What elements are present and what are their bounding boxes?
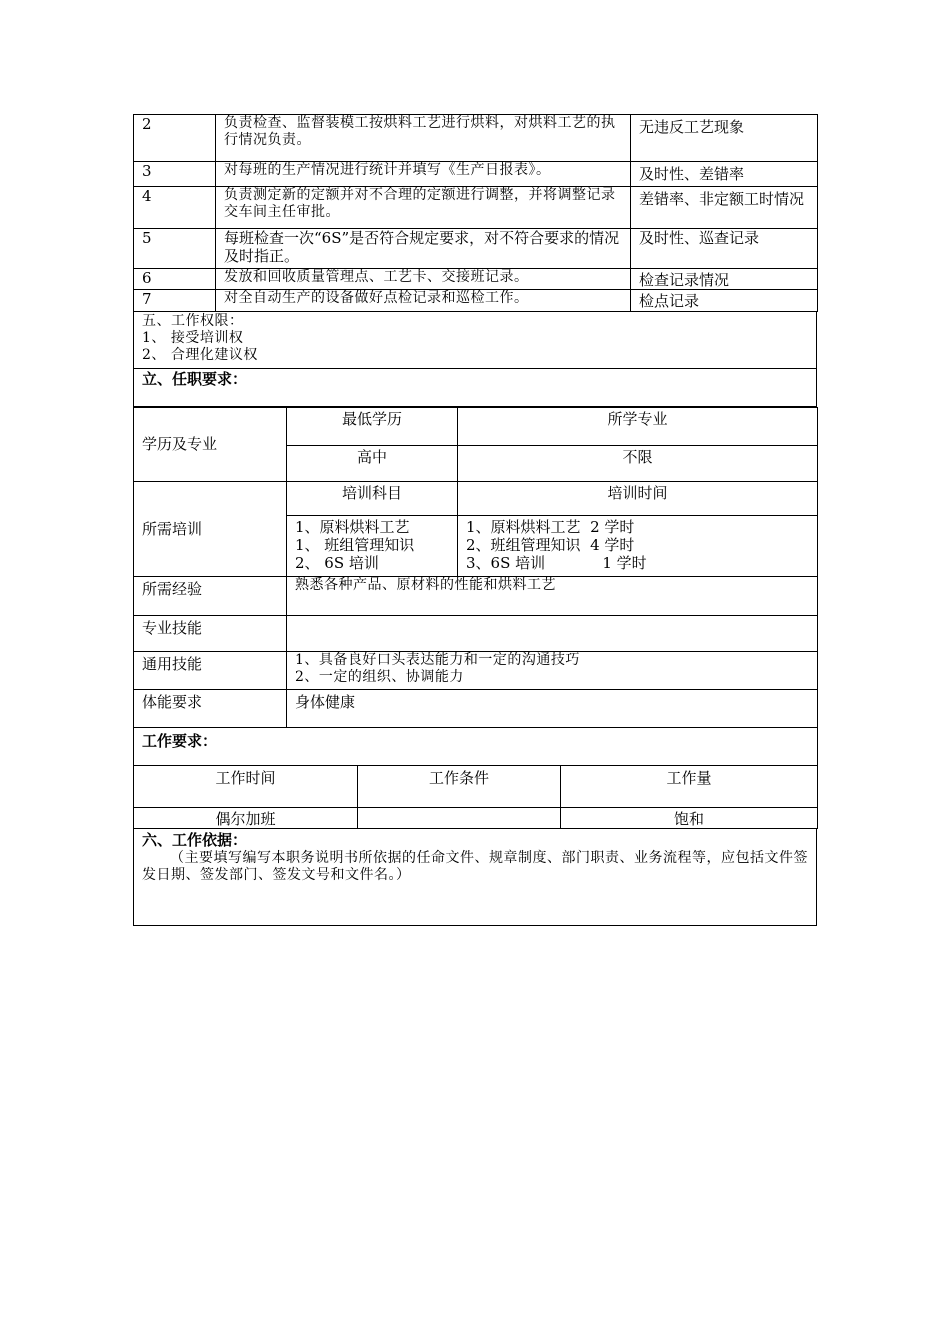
authority-table: [133, 312, 817, 407]
work-requirement-table: [133, 766, 818, 830]
list-item: 2、 6S 培训: [295, 553, 379, 572]
physical-value: 身体健康: [287, 689, 818, 727]
duty-content: 每班检查一次“6S”是否符合规定要求，对不符合要求的情况及时指正。: [216, 229, 631, 269]
authority-title: 五、工作权限：: [142, 313, 244, 329]
education-header-min: 最低学历: [287, 407, 458, 445]
physical-label: 体能要求: [134, 689, 287, 727]
table-row: [134, 162, 818, 187]
duty-number: 4: [134, 187, 216, 229]
duty-number: 3: [134, 162, 216, 187]
basis-text: （主要填写编写本职务说明书所依据的任命文件、规章制度、部门职责、业务流程等，应包括文件签发日期、签发部门、签发文号和文件名。）: [142, 850, 808, 883]
work-condition-value: [358, 808, 561, 829]
duty-standard: 差错率、非定额工时情况: [631, 187, 818, 229]
duty-standard: 及时性、差错率: [631, 162, 818, 187]
training-subjects: [287, 515, 458, 576]
duty-standard: 检点记录: [631, 290, 818, 312]
skill-label: 专业技能: [134, 615, 287, 651]
duty-content: 对全自动生产的设备做好点检记录和巡检工作。: [216, 290, 631, 312]
authority-section: [134, 312, 817, 368]
list-item: 1、原料烘料工艺 2 学时: [466, 517, 635, 536]
education-label: 学历及专业: [134, 407, 287, 481]
work-time-header: 工作时间: [134, 766, 358, 808]
experience-label: 所需经验: [134, 576, 287, 615]
workload-header: 工作量: [561, 766, 818, 808]
qualification-table: [133, 407, 818, 766]
work-condition-header: 工作条件: [358, 766, 561, 808]
duty-standard: 无违反工艺现象: [631, 115, 818, 162]
general-skill-label: 通用技能: [134, 651, 287, 689]
education-major-value: 不限: [458, 445, 818, 481]
training-header-subject: 培训科目: [287, 481, 458, 515]
duty-number: 2: [134, 115, 216, 162]
qualification-title: 立、任职要求：: [134, 368, 817, 406]
education-header-major: 所学专业: [458, 407, 818, 445]
job-description-form: [133, 114, 817, 926]
list-item: 1、原料烘料工艺: [295, 517, 410, 536]
table-row: [134, 269, 818, 290]
list-item: 2、班组管理知识 4 学时: [466, 535, 635, 554]
duty-standard: 检查记录情况: [631, 269, 818, 290]
duty-number: 6: [134, 269, 216, 290]
authority-item: 1、 接受培训权: [142, 330, 244, 346]
work-requirement-title: 工作要求：: [134, 727, 818, 765]
duty-number: 7: [134, 290, 216, 312]
training-label: 所需培训: [134, 481, 287, 576]
duties-table: [133, 114, 818, 312]
list-item: 1、具备良好口头表达能力和一定的沟通技巧: [295, 651, 580, 668]
duty-content: 负责测定新的定额并对不合理的定额进行调整，并将调整记录交车间主任审批。: [216, 187, 631, 229]
table-row: [134, 229, 818, 269]
education-min-value: 高中: [287, 445, 458, 481]
duty-content: 负责检查、监督装模工按烘料工艺进行烘料，对烘料工艺的执行情况负责。: [216, 115, 631, 162]
list-item: 3、6S 培训 1 学时: [466, 553, 647, 572]
table-row: [134, 187, 818, 229]
table-row: [134, 115, 818, 162]
duty-content: 对每班的生产情况进行统计并填写《生产日报表》。: [216, 162, 631, 187]
workload-value: 饱和: [561, 808, 818, 829]
duty-standard: 及时性、巡查记录: [631, 229, 818, 269]
basis-table: [133, 829, 817, 926]
experience-value: 熟悉各种产品、原材料的性能和烘料工艺: [287, 576, 818, 615]
list-item: 2、一定的组织、协调能力: [295, 668, 464, 685]
duty-number: 5: [134, 229, 216, 269]
training-times: [458, 515, 818, 576]
table-row: [134, 290, 818, 312]
work-time-value: 偶尔加班: [134, 808, 358, 829]
general-skill-value: [287, 651, 818, 689]
basis-title: 六、工作依据：: [142, 832, 248, 849]
authority-item: 2、 合理化建议权: [142, 347, 258, 363]
duty-content: 发放和回收质量管理点、工艺卡、交接班记录。: [216, 269, 631, 290]
basis-section: [134, 829, 817, 925]
list-item: 1、 班组管理知识: [295, 535, 415, 554]
training-header-time: 培训时间: [458, 481, 818, 515]
skill-value: [287, 615, 818, 651]
